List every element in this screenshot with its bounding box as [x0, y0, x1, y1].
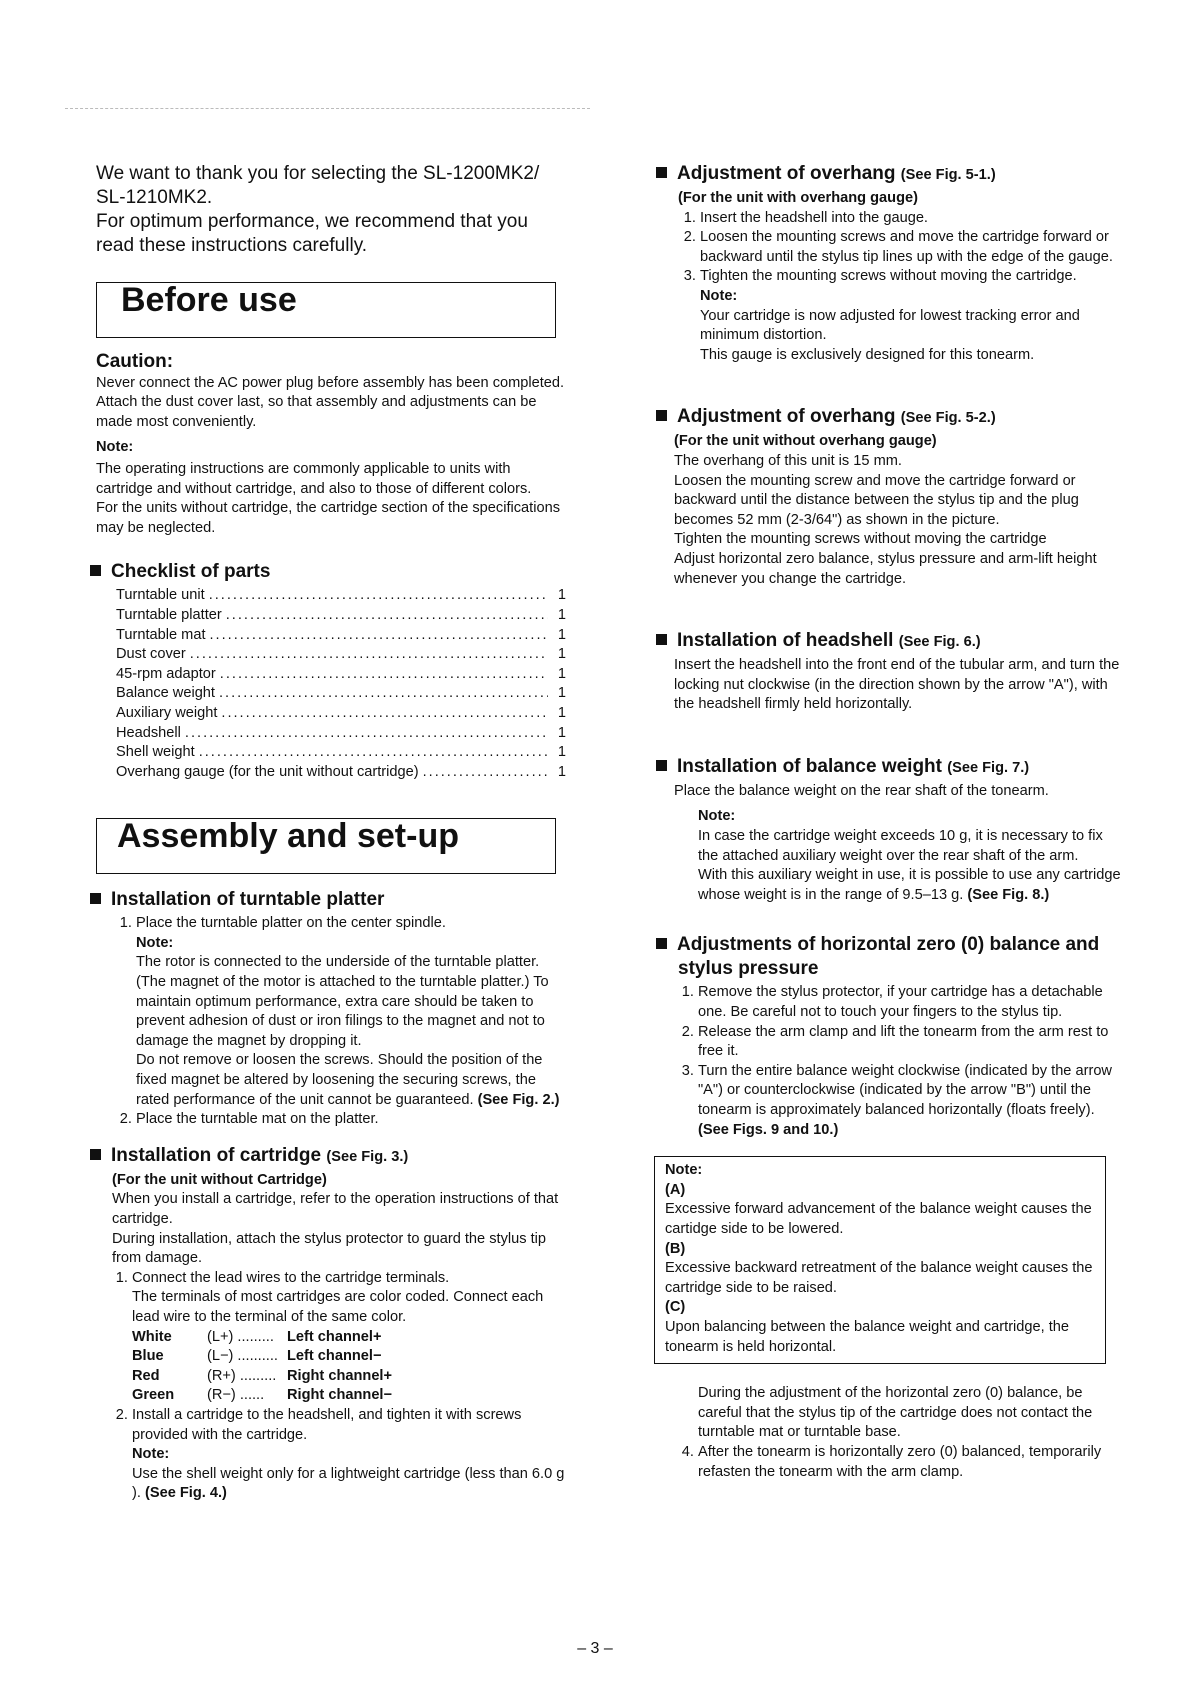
bullet-square	[90, 565, 101, 576]
note-text: For the units without cartridge, the cartridge section of the specifications may be neglected.	[96, 500, 560, 536]
list-item: 2. Place the turntable mat on the platter.	[136, 1110, 566, 1130]
note-text-wrap	[132, 1465, 566, 1504]
note-item-label: (A)	[665, 1181, 686, 1198]
intro-line: For optimum performance, we recommend that you	[96, 211, 528, 232]
wire-channel: Right channel+	[287, 1367, 393, 1384]
intro-line: SL-1210MK2.	[96, 187, 213, 208]
before-use-title: Before use	[96, 282, 556, 338]
right-column	[662, 162, 1126, 1482]
list-item	[136, 914, 566, 1110]
overhang2-heading-text: Adjustment of overhang	[677, 406, 896, 428]
platter-heading-text: Installation of turntable platter	[111, 889, 385, 911]
note-text: The operating instructions are commonly applicable to units with cartridge and without cartridge, and also to those of different colors.	[96, 460, 532, 497]
zero-balance-heading	[656, 933, 1126, 981]
overhang1-steps	[662, 209, 1126, 366]
item-qty: 1	[557, 704, 566, 721]
item-label: Auxiliary weight	[116, 704, 218, 721]
item-qty: 1	[557, 744, 566, 761]
zero-balance-heading-text: Adjustments of horizontal zero (0) balance and stylus pressure	[677, 934, 1100, 980]
cartridge-heading	[90, 1144, 566, 1169]
assembly-title: Assembly and set-up	[96, 818, 556, 874]
note-text: In case the cartridge weight exceeds 10 g, it is necessary to fix the attached auxiliary weight over the rear shaft of the arm.	[698, 828, 1103, 864]
bullet-square	[656, 938, 667, 949]
caution-heading: Caution:	[96, 351, 174, 372]
note-text: This gauge is exclusively designed for this tonearm.	[700, 346, 1035, 363]
wire-row	[132, 1328, 566, 1348]
leader-dots	[226, 606, 548, 626]
item-qty: 1	[557, 626, 566, 643]
page-number: – 3 –	[577, 1640, 613, 1657]
item-label: Balance weight	[116, 685, 215, 702]
list-item	[132, 1269, 566, 1406]
bullet-square	[90, 893, 101, 904]
bullet-square	[656, 410, 667, 421]
bullet-square	[656, 167, 667, 178]
item-label: Turntable unit	[116, 587, 205, 604]
top-rule	[65, 108, 590, 109]
step-text: Connect the lead wires to the cartridge terminals.	[132, 1269, 450, 1286]
figure-ref: (See Fig. 8.)	[967, 886, 1050, 903]
note-text: Excessive backward retreatment of the balance weight causes the cartridge side to be raised.	[665, 1260, 1093, 1296]
leader-dots	[221, 704, 548, 724]
bullet-square	[90, 1149, 101, 1160]
item-qty: 1	[557, 646, 566, 663]
wire-terminal: (R−) ......	[207, 1387, 265, 1404]
step-text: Place the turntable platter on the center spindle.	[136, 915, 446, 932]
wire-channel: Left channel+	[287, 1328, 382, 1345]
checklist-item	[116, 606, 566, 626]
item-qty: 1	[557, 685, 566, 702]
step-detail: The terminals of most cartridges are color coded. Connect each lead wire to the terminal of the same color.	[132, 1289, 544, 1325]
paragraph: When you install a cartridge, refer to the operation instructions of that cartridge.	[112, 1191, 559, 1227]
note-text-wrap	[698, 866, 1126, 905]
note-heading: Note:	[700, 287, 738, 304]
paragraph: During installation, attach the stylus protector to guard the stylus tip from damage.	[112, 1230, 546, 1267]
item-label: Dust cover	[116, 646, 186, 663]
note-item-label: (B)	[665, 1240, 686, 1257]
figure-ref: (See Fig. 3.)	[326, 1148, 409, 1165]
overhang2-subheading: (For the unit without overhang gauge)	[674, 433, 937, 450]
overhang1-subheading: (For the unit with overhang gauge)	[678, 190, 918, 206]
cartridge-steps	[96, 1269, 566, 1504]
figure-ref: (See Fig. 5-1.)	[900, 167, 996, 183]
checklist-item	[116, 684, 566, 704]
wire-terminal: (R+) .........	[207, 1367, 277, 1384]
item-label: Overhang gauge (for the unit without cartridge)	[116, 763, 419, 780]
figure-ref: (See Fig. 4.)	[144, 1485, 227, 1502]
note-text: Excessive forward advancement of the balance weight causes the cartidge side to be lowered.	[665, 1201, 1092, 1237]
figure-ref: (See Figs. 9 and 10.)	[698, 1121, 839, 1138]
leader-dots	[190, 645, 548, 665]
note-text: Do not remove or loosen the screws. Should the position of the fixed magnet be altered by loosening the securing screws, the rated performance of the unit cannot be guaranteed.	[136, 1052, 543, 1108]
leader-dots	[199, 743, 548, 763]
checklist-item	[116, 586, 566, 606]
paragraph: Tighten the mounting screws without moving the cartridge	[674, 531, 1047, 548]
intro-line: read these instructions carefully.	[96, 235, 368, 256]
checklist-item	[116, 645, 566, 665]
note-text-wrap	[136, 1051, 566, 1110]
wire-channel: Right channel−	[287, 1387, 393, 1404]
leader-dots	[210, 626, 549, 646]
leader-dots	[423, 763, 548, 783]
item-qty: 1	[557, 665, 566, 682]
headshell-heading	[656, 629, 1126, 654]
overhang1-heading-text: Adjustment of overhang	[677, 163, 896, 184]
wire-color: Blue	[132, 1348, 164, 1365]
note-text: With this auxiliary weight in use, it is possible to use any cartridge whose weight is in the range of 9.5–13 g.	[698, 867, 1121, 903]
item-label: Headshell	[116, 724, 181, 741]
note-heading: Note:	[132, 1446, 170, 1463]
list-item: 1. Insert the headshell into the gauge.	[700, 209, 1126, 229]
figure-ref: (See Fig. 6.)	[898, 634, 981, 651]
note-heading: Note:	[698, 808, 736, 825]
checklist	[116, 586, 566, 782]
checklist-item	[116, 704, 566, 724]
overhang1-heading	[656, 162, 1126, 187]
wire-color: Red	[132, 1367, 160, 1384]
item-label: Turntable mat	[116, 626, 206, 643]
checklist-heading-text: Checklist of parts	[111, 561, 271, 583]
item-label: Turntable platter	[116, 606, 222, 623]
figure-ref: (See Fig. 7.)	[947, 759, 1030, 776]
checklist-item	[116, 743, 566, 763]
wire-color: White	[132, 1328, 172, 1345]
intro	[96, 162, 566, 258]
list-item: 2. Loosen the mounting screws and move the cartridge forward or backward until the stylus tip lines up with the edge of the gauge.	[700, 228, 1126, 267]
overhang2-body	[674, 452, 1126, 589]
note-text: Upon balancing between the balance weight and cartridge, the tonearm is held horizontal.	[665, 1318, 1070, 1355]
leader-dots	[219, 684, 548, 704]
leader-dots	[220, 665, 548, 685]
wire-terminal: (L−) ..........	[207, 1348, 278, 1365]
checklist-heading	[90, 560, 566, 584]
paragraph: Place the balance weight on the rear shaft of the tonearm.	[674, 782, 1049, 799]
cartridge-heading-text: Installation of cartridge	[111, 1144, 322, 1166]
note-text: Use the shell weight only for a lightweight cartridge (less than 6.0 g ).	[132, 1465, 565, 1502]
overhang2-heading	[656, 405, 1126, 430]
paragraph: Insert the headshell into the front end of the tubular arm, and turn the locking nut clockwise (in the direction shown by the arrow "A"), with the headshell firmly held horizontally.	[674, 657, 1120, 713]
figure-ref: (See Fig. 2.)	[477, 1091, 560, 1108]
paragraph: The overhang of this unit is 15 mm.	[674, 452, 902, 469]
item-qty: 1	[557, 763, 566, 780]
caution-text: Never connect the AC power plug before assembly has been completed.	[96, 374, 565, 391]
checklist-item	[116, 724, 566, 744]
list-item	[698, 1062, 1126, 1140]
balance-weight-note	[698, 807, 1126, 905]
note-text: The rotor is connected to the underside of the turntable platter. (The magnet of the motor is attached to the turntable platter.) To maintain optimum performance, extra care should be taken to prevent adhesion of dust or iron filings to the magnet and not to damage the magnet by dropping it.	[136, 954, 549, 1049]
paragraph: Adjust horizontal zero balance, stylus pressure and arm-lift height whenever you change the cartridge.	[674, 550, 1097, 587]
left-column	[96, 162, 566, 1504]
balance-note-box	[654, 1156, 1106, 1364]
wire-row	[132, 1367, 566, 1387]
intro-line: We want to thank you for selecting the SL-1200MK2/	[96, 163, 540, 184]
item-qty: 1	[557, 724, 566, 741]
list-item: 1. Remove the stylus protector, if your cartridge has a detachable one. Be careful not to touch your fingers to the stylus tip.	[698, 983, 1126, 1022]
platter-heading	[90, 888, 566, 912]
note-item-label: (C)	[665, 1299, 686, 1316]
figure-ref: (See Fig. 5-2.)	[900, 410, 996, 427]
wire-row	[132, 1347, 566, 1367]
item-label: 45-rpm adaptor	[116, 665, 216, 682]
platter-steps	[96, 914, 566, 1130]
step-text: Tighten the mounting screws without moving the cartridge.	[700, 268, 1077, 285]
list-item	[132, 1406, 566, 1504]
list-item	[700, 267, 1126, 365]
cartridge-subheading: (For the unit without Cartridge)	[112, 1171, 327, 1188]
bullet-square	[656, 760, 667, 771]
note-heading: Note:	[665, 1162, 703, 1179]
note-heading: Note:	[136, 934, 174, 951]
item-qty: 1	[557, 606, 566, 623]
leader-dots	[209, 586, 548, 606]
list-item: 2. Release the arm clamp and lift the tonearm from the arm rest to free it.	[698, 1023, 1126, 1062]
bullet-square	[656, 634, 667, 645]
zero-balance-step4	[662, 1443, 1126, 1482]
leader-dots	[185, 724, 548, 744]
step-text: Turn the entire balance weight clockwise (indicated by the arrow "A") or counterclockwise (indicated by the arrow "B") until the tonearm is approximately balanced horizontally (floats freely).	[698, 1062, 1112, 1118]
list-item: 4. After the tonearm is horizontally zero (0) balanced, temporarily refasten the tonearm with the arm clamp.	[698, 1443, 1126, 1482]
caution-text: Attach the dust cover last, so that assembly and adjustments can be made most conveniently.	[96, 394, 537, 430]
zero-balance-steps	[662, 983, 1126, 1140]
paragraph: Loosen the mounting screw and move the cartridge forward or backward until the distance between the stylus tip and the plug becomes 52 mm (2-3/64") as shown in the picture.	[674, 472, 1079, 528]
item-qty: 1	[557, 587, 566, 604]
checklist-item	[116, 626, 566, 646]
balance-weight-heading-text: Installation of balance weight	[677, 755, 942, 777]
step-text: Install a cartridge to the headshell, and tighten it with screws provided with the cartridge.	[132, 1406, 522, 1443]
balance-weight-heading	[656, 755, 1126, 780]
wire-channel: Left channel−	[287, 1348, 382, 1365]
wire-terminal: (L+) .........	[207, 1328, 274, 1345]
checklist-item	[116, 665, 566, 685]
checklist-item	[116, 763, 566, 783]
note-heading: Note:	[96, 439, 134, 456]
headshell-heading-text: Installation of headshell	[677, 630, 894, 652]
wire-color: Green	[132, 1387, 175, 1404]
wire-row	[132, 1386, 566, 1406]
note-text: Your cartridge is now adjusted for lowest tracking error and minimum distortion.	[700, 307, 1080, 344]
item-label: Shell weight	[116, 744, 195, 761]
paragraph: During the adjustment of the horizontal zero (0) balance, be careful that the stylus tip of the cartridge does not contact the turntable mat or turntable base.	[698, 1385, 1093, 1441]
